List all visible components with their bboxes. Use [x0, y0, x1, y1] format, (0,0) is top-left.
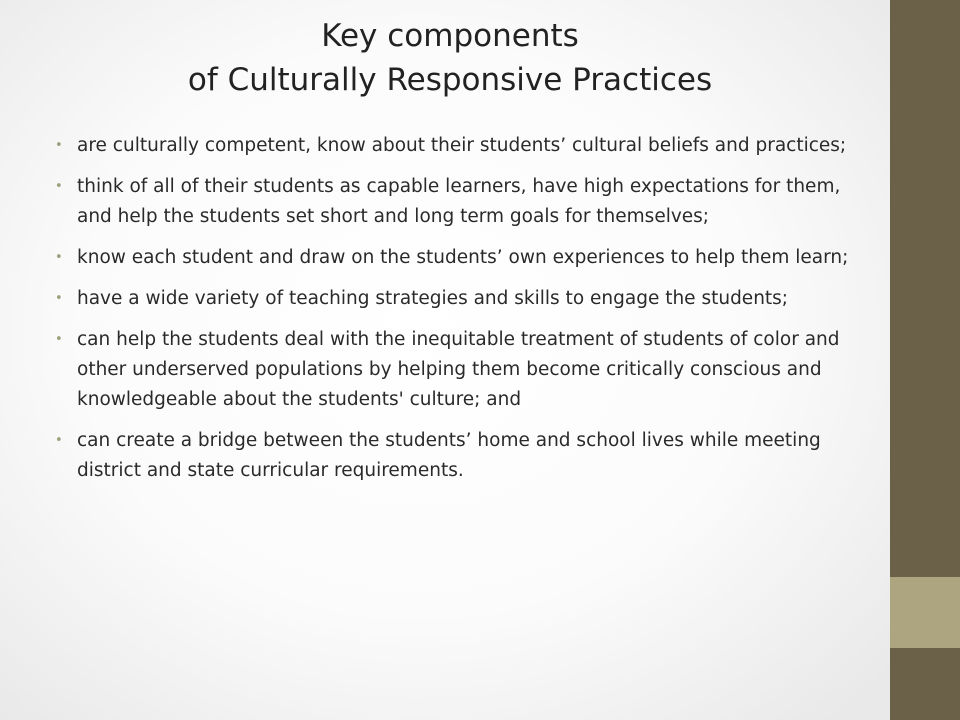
bullet-item — [55, 172, 875, 232]
title-line-1: Key components — [321, 18, 579, 54]
sidebar-decoration — [890, 0, 960, 720]
bullet-icon: • — [55, 433, 63, 448]
bullet-text: are culturally competent, know about their students’ cultural beliefs and practices; — [77, 135, 847, 156]
bullet-icon: • — [55, 250, 63, 265]
bullet-icon: • — [55, 332, 63, 347]
bullet-item — [55, 284, 875, 314]
bullet-item — [55, 325, 875, 415]
bullet-text: think of all of their students as capable learners, have high expectations for them, and help the students set short and long term goals for themselves; — [77, 176, 841, 227]
bullet-text: can help the students deal with the inequitable treatment of students of color and other underserved populations by helping them become critically conscious and knowledgeable about the students' culture; and — [77, 329, 840, 410]
bullet-text: have a wide variety of teaching strategies and skills to engage the students; — [77, 288, 789, 309]
bullet-item — [55, 243, 875, 273]
sidebar-accent-block — [890, 577, 960, 648]
slide-title — [20, 14, 880, 102]
bullet-text: can create a bridge between the students’ home and school lives while meeting district and state curricular requirements. — [77, 430, 821, 481]
bullet-item — [55, 131, 875, 161]
bullet-list — [55, 131, 875, 497]
bullet-icon: • — [55, 179, 63, 194]
title-line-2: of Culturally Responsive Practices — [187, 62, 713, 98]
bullet-text: know each student and draw on the students’ own experiences to help them learn; — [77, 247, 849, 268]
bullet-item — [55, 426, 875, 486]
bullet-icon: • — [55, 138, 63, 153]
bullet-icon: • — [55, 291, 63, 306]
